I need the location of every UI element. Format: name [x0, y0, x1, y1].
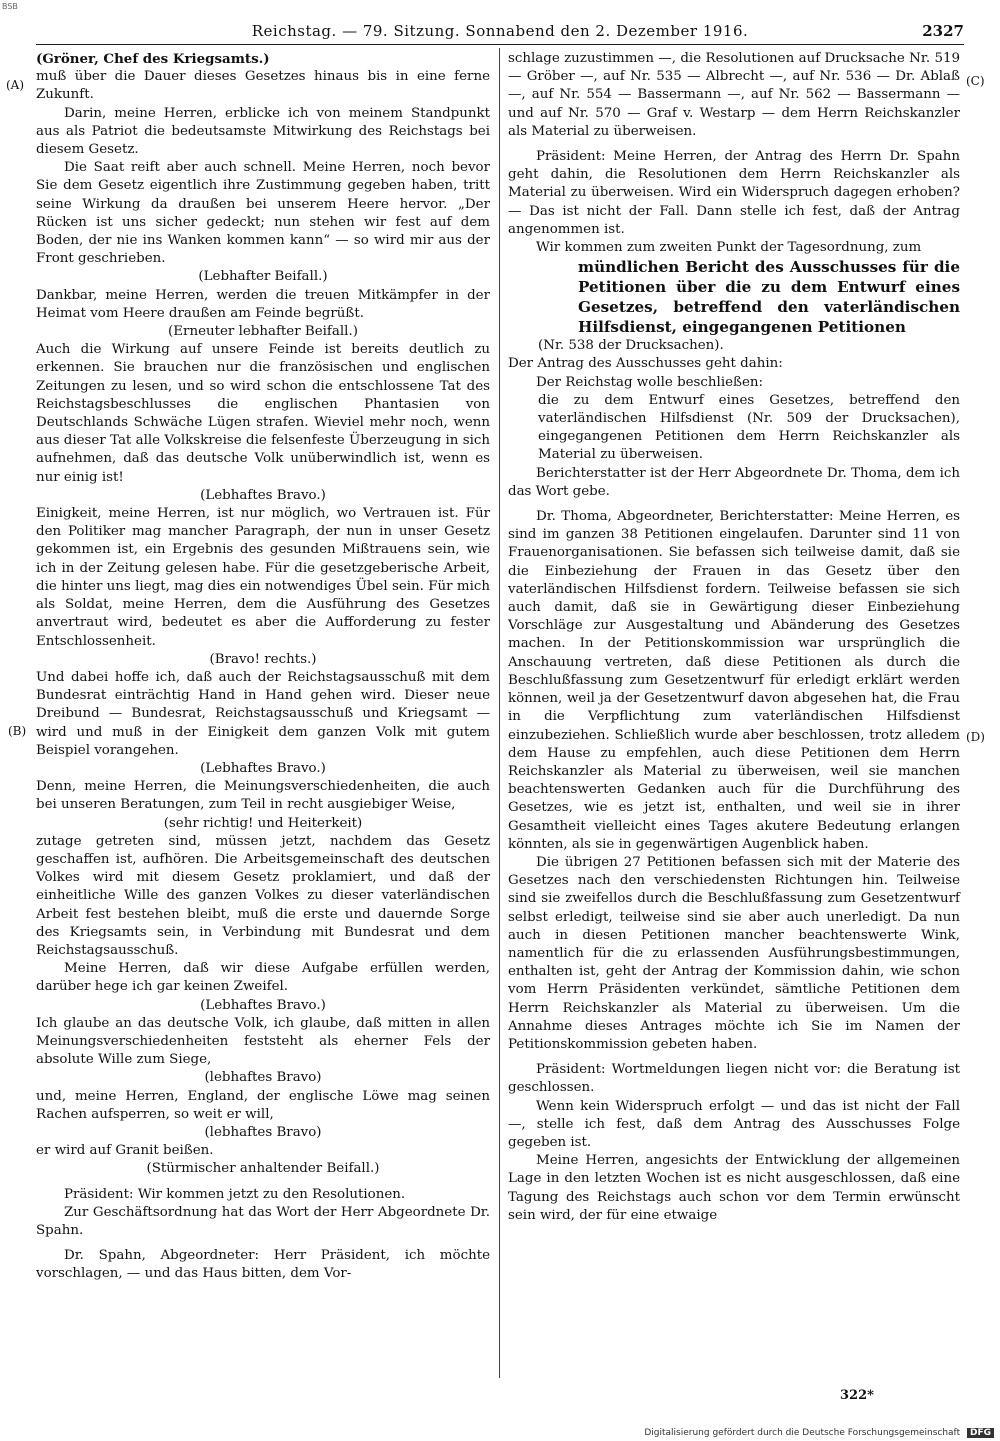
paragraph: Zur Geschäftsordnung hat das Wort der Herr Abgeordnete Dr. Spahn. [36, 1204, 490, 1238]
interjection: (lebhaftes Bravo) [204, 1070, 322, 1086]
paragraph: Die Saat reift aber auch schnell. Meine Herren, noch bevor Sie dem Gesetz eigentlich ihre Zustimmung gegeben haben, tritt seine Wirkung da draußen bei unserem Heere hervor. „Der Rücken ist uns sicher gedeckt; nun stehen wir fest auf dem Boden, der nie ins Wanken kommen kann“ — so wird mir aus der Front geschrieben. [36, 160, 490, 267]
paragraph: zutage getreten sind, müssen jetzt, nachdem das Gesetz geschaffen ist, aufhören. Die Arbeitsgemeinschaft des deutschen Volkes wird mit diesem Gesetz proklamiert, und daß der einheitliche Wille des ganzen Volkes zu dieser vaterländischen Arbeit fest bestehen bleibt, muß die erste und dauernde Sorge des Kriegsamts sein, in Verbindung mit Bundesrat und dem Reichstagsausschuß. [36, 833, 490, 958]
page-number: 2327 [922, 22, 964, 40]
dfg-logo: DFG [967, 1428, 994, 1438]
speaker-statement: Dr. Spahn, Abgeordneter: Herr Präsident, ich möchte vorschlagen, — und das Haus bitten, dem Vor- [36, 1248, 490, 1282]
margin-mark-c: (C) [966, 74, 985, 88]
interjection: (sehr richtig! und Heiterkeit) [163, 815, 363, 831]
paragraph: Der Antrag des Ausschusses geht dahin: [508, 356, 783, 372]
paragraph: Meine Herren, angesichts der Entwicklung der allgemeinen Lage in den letzten Wochen ist es nicht ausgeschlossen, daß eine Tagung des Reichstags auch schon vor dem Termin erwünscht sein wird, der für eine etwaige [508, 1153, 960, 1223]
interjection: (Lebhaftes Bravo.) [200, 487, 326, 503]
interjection: (Lebhaftes Bravo.) [200, 997, 326, 1013]
paragraph: Dankbar, meine Herren, werden die treuen Mitkämpfer in der Heimat vom Heere draußen am Feinde begrüßt. [36, 287, 490, 321]
right-column [508, 50, 960, 1225]
paragraph: und, meine Herren, England, der englische Löwe mag seinen Rachen aufsperren, so weit er will, [36, 1088, 490, 1122]
paragraph: er wird auf Granit beißen. [36, 1143, 214, 1159]
paragraph: schlage zuzustimmen —, die Resolutionen auf Drucksache Nr. 519 — Gröber —, auf Nr. 535 — Albrecht —, auf Nr. 536 — Dr. Ablaß —, auf Nr. 554 — Bassermann —, auf Nr. 562 — Bassermann — und auf Nr. 570 — Graf v. Westarp — dem Herrn Reichskanzler als Material zu überweisen. [508, 51, 960, 139]
paragraph: Auch die Wirkung auf unsere Feinde ist bereits deutlich zu erkennen. Sie brauchen nur die französischen und englischen Zeitungen zu lesen, und so wird schon die entschlossene Tat des Reichstagsbeschlusses die englischen Phantasien von Deutschlands Schwäche Lügen strafen. Wieviel mehr noch, wenn aus dieser Tat alle Volkskreise die felsenfeste Überzeugung in sich aufnehmen, daß das deutsche Volk unüberwindlich ist, wenn es nur einig ist! [36, 342, 490, 485]
president-statement: Präsident: Wortmeldungen liegen nicht vor: die Beratung ist geschlossen. [508, 1062, 960, 1096]
interjection: (lebhaftes Bravo) [204, 1124, 322, 1140]
column-divider [499, 48, 500, 1378]
signature-mark: 322* [840, 1388, 874, 1403]
rapporteur-statement: Dr. Thoma, Abgeordneter, Berichterstatter: Meine Herren, es sind im ganzen 38 Petitionen eingelaufen. Darunter sind 11 von Frauenorganisationen. Sie befassen sich teilweise damit, daß sie die Einbeziehung der Frauen in das Gesetz über den vaterländischen Hilfsdienst fordern. Teilweise befassen sie sich auch damit, daß sie in Gewärtigung dieser Einbeziehung Vorschläge zur Ausgestaltung und Abänderung des Gesetzes machen. In der Petitionskommission war ursprünglich die Anschauung vertreten, daß diese Petitionen als durch die Beschlußfassung zum Gesetzentwurf für erledigt erklärt werden können, weil ja der Gesetzentwurf davon abgesehen hat, die Frau in die Verpflichtung zum vaterländischen Hilfsdienst einzubeziehen. Schließlich wurde aber beschlossen, trotz alledem dem Hause zu empfehlen, auch diese Petitionen dem Herrn Reichskanzler als Material zu überweisen, weil sie manchen beachtenswerten Gedanken auch für die Durchführung des Gesetzes, wie es jetzt ist, enthalten, und weil sie in ihrer Gesamtheit vielleicht eines Tages akutere Bedeutung erlangen könnten, als sie in gegenwärtigen Augenblick haben. [508, 509, 960, 852]
president-statement: Präsident: Meine Herren, der Antrag des Herrn Dr. Spahn geht dahin, die Resolutionen dem Herrn Reichskanzler als Material zu überweisen. Wird ein Widerspruch dagegen erhoben? — Das ist nicht der Fall. Dann stelle ich fest, daß der Antrag angenommen ist. [508, 149, 960, 237]
paragraph: Die übrigen 27 Petitionen befassen sich mit der Materie des Gesetzes nach den verschiedensten Richtungen hin. Teilweise sind sie zweifellos durch die Beschlußfassung zum Gesetzentwurf selbst erledigt, teilweise sind sie aber auch unerledigt. Da nun auch in diesen Petitionen mancher beachtenswerte Wink, namentlich für die zu erlassenden Ausführungsbestimmungen, enthalten ist, geht der Antrag der Kommission dahin, wie schon vom Herrn Präsidenten verkündet, sämtliche Petitionen dem Herrn Reichskanzler als Material zu überweisen. Um die Annahme dieses Antrages möchte ich Sie im Namen der Petitionskommission gebeten haben. [508, 854, 960, 1052]
interjection: (Lebhafter Beifall.) [198, 269, 328, 285]
speaker-tag: (Gröner, Chef des Kriegsamts.) [36, 51, 270, 67]
margin-mark-d: (D) [966, 730, 985, 744]
paragraph: muß über die Dauer dieses Gesetzes hinaus bis in eine ferne Zukunft. [36, 69, 490, 103]
motion-intro: Der Reichstag wolle beschließen: [536, 374, 764, 390]
paragraph: Und dabei hoffe ich, daß auch der Reichstagsausschuß mit dem Bundesrat einträchtig Hand in Hand gehen wird. Dieser neue Dreibund — Bundesrat, Reichstagsausschuß und Kriegsamt — wird und muß in der Einigkeit dem ganzen Volk mit gutem Beispiel vorangehen. [36, 669, 490, 758]
paragraph: Einigkeit, meine Herren, ist nur möglich, wo Vertrauen ist. Für den Politiker mag mancher Paragraph, der nun in unser Gesetz gekommen ist, ein Ergebnis des gesunden Mißtrauens sein, wie ich in der Zeitung gelesen habe. Für die gesetzgeberische Arbeit, die hinter uns liegt, mag dies ein notwendiges Übel sein. Für mich als Soldat, meine Herren, dem die Ausführung des Gesetzes anvertraut wird, bedeutet es aber die Aufforderung zu fester Entschlossenheit. [36, 506, 490, 649]
running-title: Reichstag. — 79. Sitzung. Sonnabend den 2. Dezember 1916. [251, 22, 749, 40]
president-statement: Präsident: Wir kommen jetzt zu den Resolutionen. [64, 1186, 406, 1202]
interjection: (Lebhaftes Bravo.) [200, 760, 326, 776]
paragraph: Berichterstatter ist der Herr Abgeordnete Dr. Thoma, dem ich das Wort gebe. [508, 465, 960, 499]
margin-mark-a: (A) [6, 78, 25, 92]
paragraph: Meine Herren, daß wir diese Aufgabe erfüllen werden, darüber hege ich gar keinen Zweifel. [36, 961, 490, 995]
footer-text: Digitalisierung gefördert durch die Deutsche Forschungsgemeinschaft [644, 1428, 961, 1438]
paragraph: Denn, meine Herren, die Meinungsverschiedenheiten, die auch bei unseren Beratungen, zum Teil in recht ausgiebiger Weise, [36, 779, 490, 813]
interjection: (Erneuter lebhafter Beifall.) [168, 324, 358, 340]
footer-credit [644, 1428, 994, 1438]
interjection: (Bravo! rechts.) [209, 651, 317, 667]
page-header [36, 22, 964, 44]
paragraph: Ich glaube an das deutsche Volk, ich glaube, daß mitten in allen Meinungsverschiedenheiten feststeht als eherner Fels der absolute Wille zum Siege, [36, 1015, 490, 1068]
library-tag: BSB [2, 2, 18, 11]
agenda-item-reference: (Nr. 538 der Drucksachen). [538, 338, 724, 354]
paragraph: Darin, meine Herren, erblicke ich von meinem Standpunkt aus als Patriot die bedeutsamste Mitwirkung des Reichstags bei diesem Gesetz. [36, 105, 490, 158]
motion-text: die zu dem Entwurf eines Gesetzes, betreffend den vaterländischen Hilfsdienst (Nr. 509 der Drucksachen), eingegangenen Petitionen dem Herrn Reichskanzler als Material zu überweisen. [538, 392, 960, 463]
paragraph: Wir kommen zum zweiten Punkt der Tagesordnung, zum [536, 240, 922, 256]
paragraph: Wenn kein Widerspruch erfolgt — und das ist nicht der Fall —, stelle ich fest, daß dem Antrag des Ausschusses Folge gegeben ist. [508, 1098, 960, 1150]
left-column [36, 50, 490, 1284]
header-rule [36, 44, 964, 45]
interjection: (Stürmischer anhaltender Beifall.) [146, 1161, 380, 1177]
margin-mark-b: (B) [8, 724, 27, 738]
agenda-item-title: mündlichen Bericht des Ausschusses für die Petitionen über die zu dem Entwurf eines Gesetzes, betreffend den vaterländischen Hilfsdienst, eingegangenen Petitionen [578, 258, 960, 337]
